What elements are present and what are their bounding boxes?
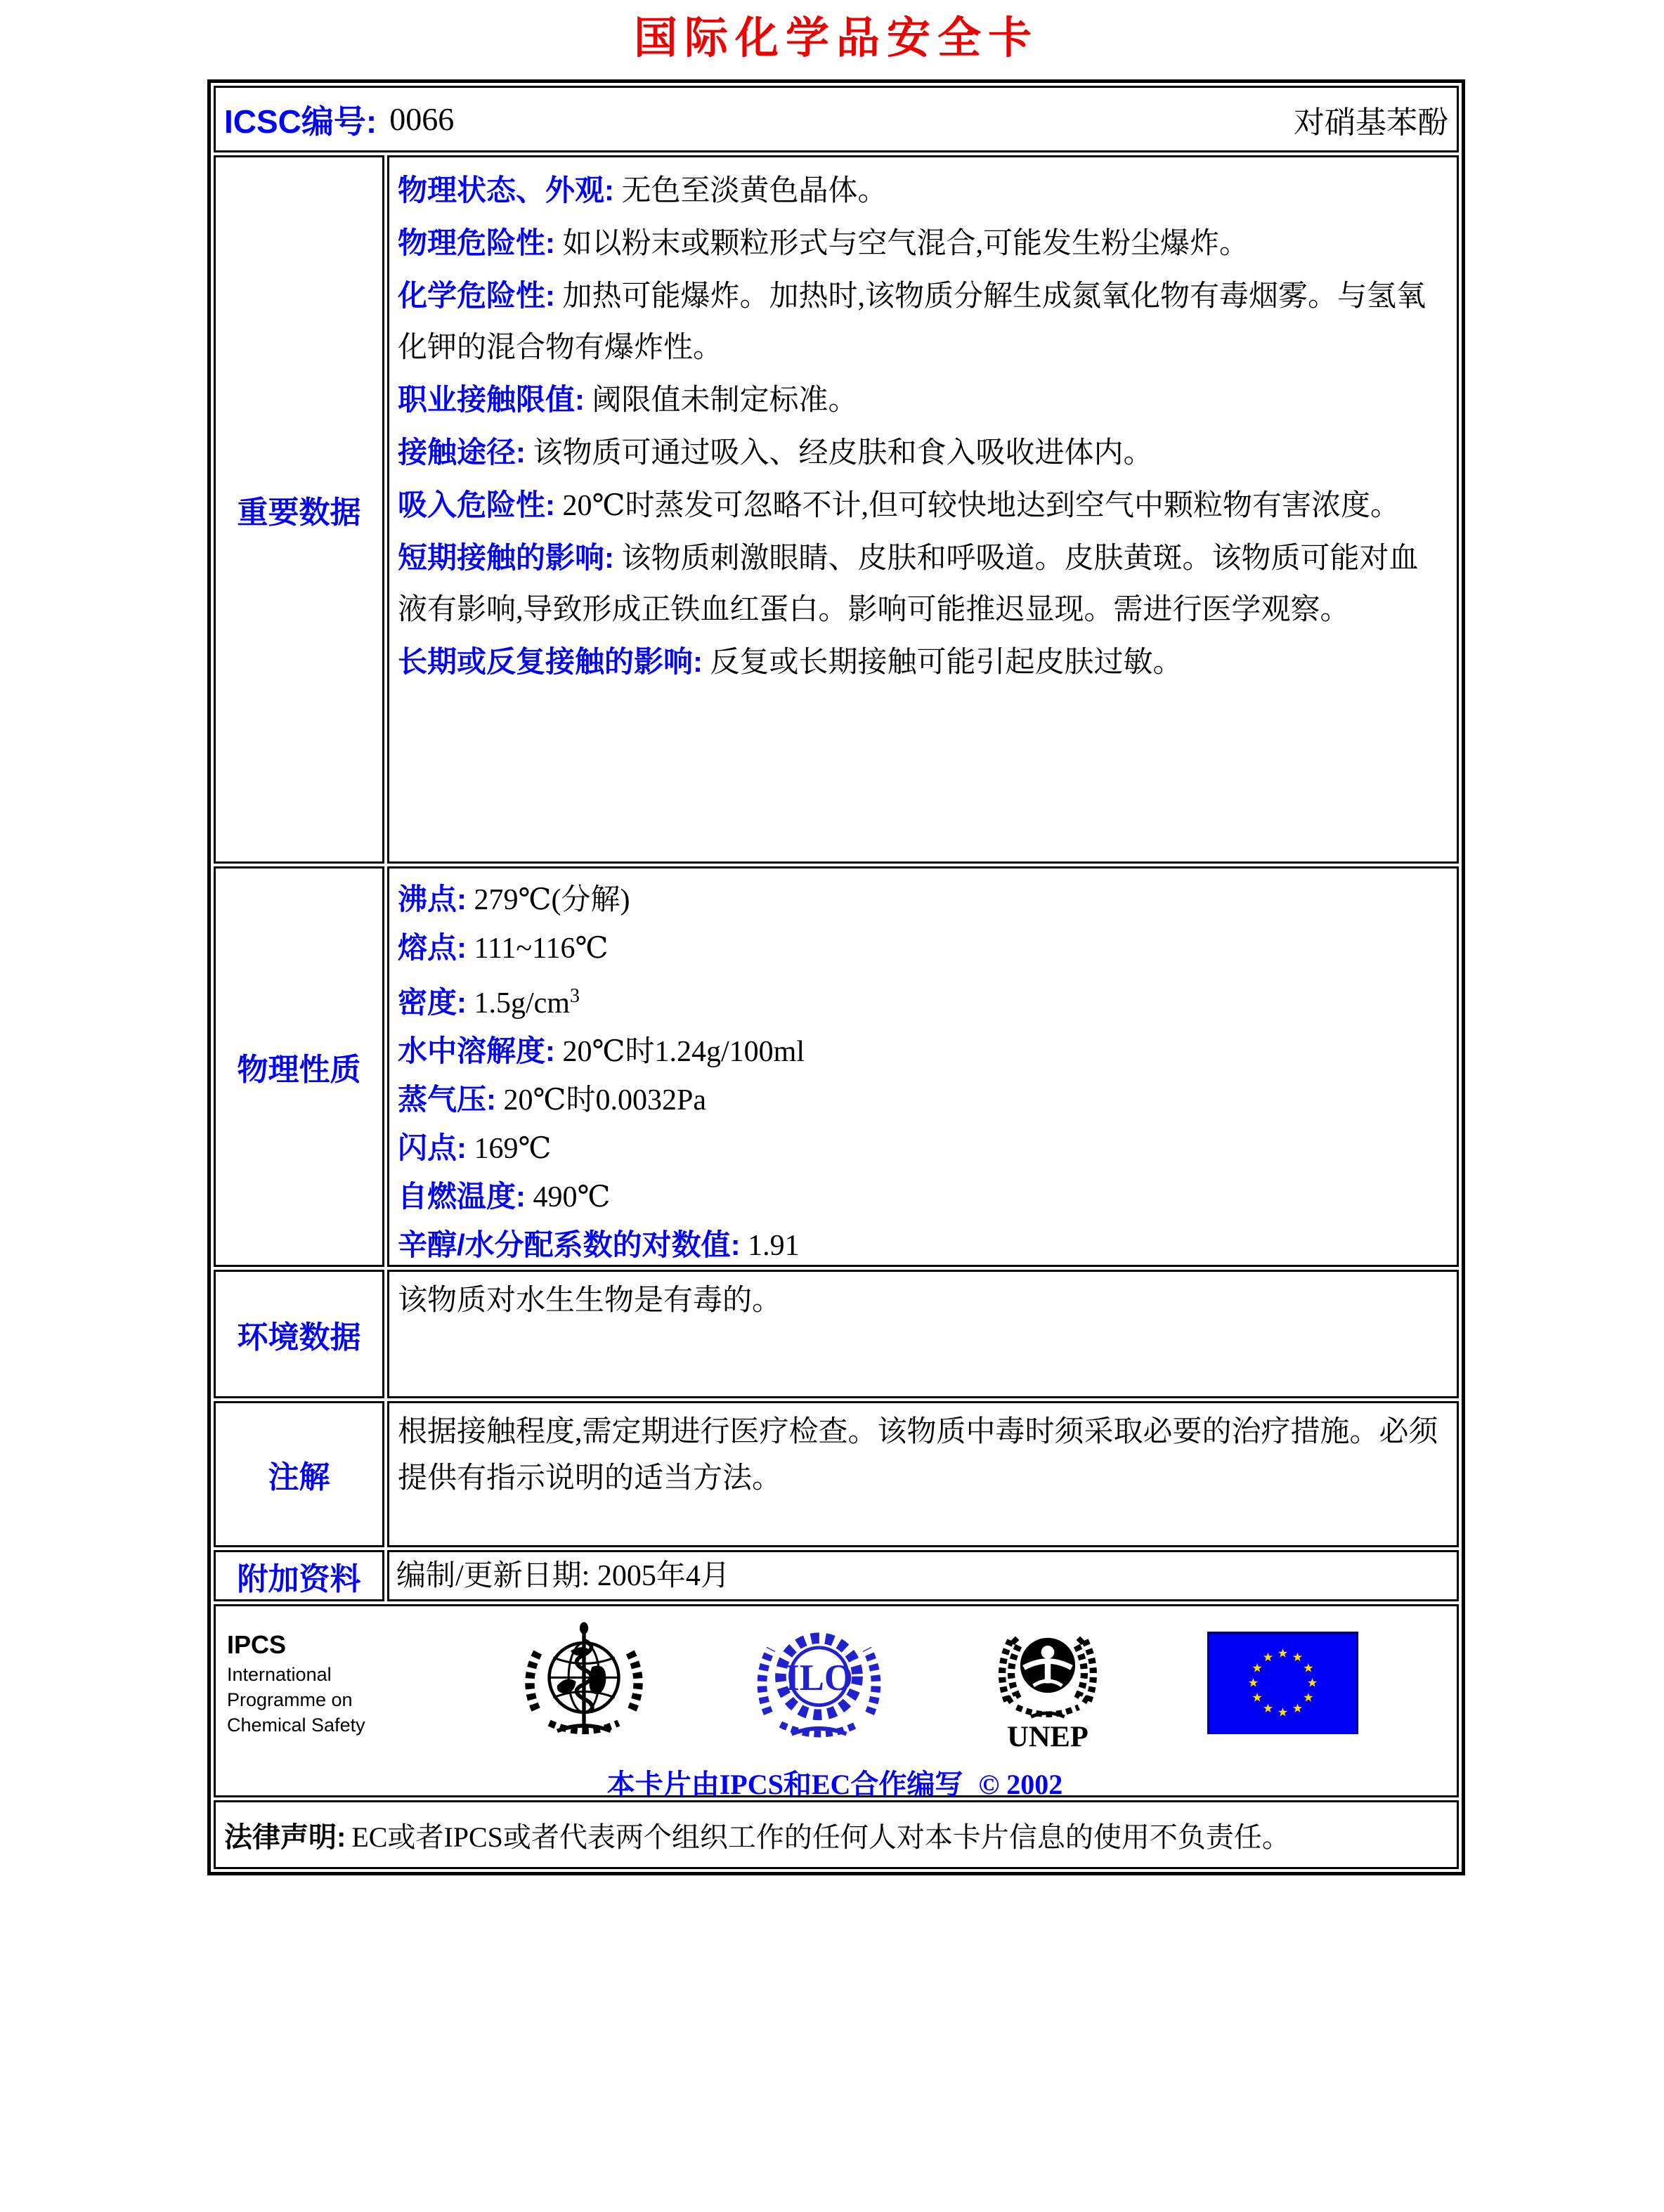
chemical-name: 对硝基苯酚 (1294, 105, 1448, 140)
eu-flag-icon (1207, 1632, 1358, 1734)
svg-text:UNEP: UNEP (1006, 1720, 1088, 1754)
unep-logo-icon (988, 1611, 1107, 1755)
environmental-data-content (387, 1270, 1459, 1398)
legal-row (214, 1800, 1459, 1869)
physical-entry: 熔点: 111~116℃ (398, 931, 609, 965)
legal-cell (214, 1800, 1459, 1869)
icsc-number-label: ICSC编号: (224, 103, 377, 140)
notes-row-label: 注解 (214, 1401, 384, 1547)
important-entry: 职业接触限值: 阈限值未制定标准。 (398, 383, 858, 417)
svg-text:ILO: ILO (785, 1657, 853, 1698)
notes-row (214, 1401, 1459, 1547)
physical-properties-content (387, 866, 1459, 1267)
environmental-text: 该物质对水生生物是有毒的。 (398, 1284, 782, 1317)
important-entry: 长期或反复接触的影响: 反复或长期接触可能引起皮肤过敏。 (398, 645, 1183, 679)
legal-text: EC或者IPCS或者代表两个组织工作的任何人对本卡片信息的使用不负责任。 (351, 1821, 1290, 1853)
notes-content (387, 1401, 1459, 1547)
important-entry: 化学危险性: 加热可能爆炸。加热时,该物质分解生成氮氧化物有毒烟雾。与氢氧化钾的混合物有爆炸性。 (398, 279, 1426, 364)
important-data-row-label: 重要数据 (214, 155, 384, 864)
icsc-number-value: 0066 (389, 101, 455, 137)
important-data-content (387, 155, 1459, 864)
physical-entry: 水中溶解度: 20℃时1.24g/100ml (398, 1034, 805, 1068)
important-data-row (214, 155, 1459, 864)
ipcs-text-block (227, 1628, 417, 1738)
logos-cell (214, 1604, 1459, 1800)
who-logo-icon (517, 1616, 651, 1750)
additional-info-content (387, 1550, 1459, 1601)
important-entry: 吸入危险性: 20℃时蒸发可忽略不计,但可较快地达到空气中颗粒物有害浓度。 (398, 488, 1400, 522)
ipcs-line: International (227, 1664, 332, 1685)
physical-properties-row (214, 866, 1459, 1267)
icsc-number-group (224, 96, 454, 143)
physical-entry: 闪点: 169℃ (398, 1131, 552, 1165)
density-superscript: 3 (569, 985, 580, 1007)
legal-label: 法律声明: (224, 1821, 346, 1853)
physical-entry: 蒸气压: 20℃时0.0032Pa (398, 1083, 706, 1117)
header-row (214, 86, 1459, 152)
important-entry: 物理危险性: 如以粉末或颗粒形式与空气混合,可能发生粉尘爆炸。 (398, 226, 1249, 260)
physical-properties-row-label: 物理性质 (214, 866, 384, 1267)
footer-copyright: © 2002 (978, 1769, 1063, 1800)
header-cell (214, 86, 1459, 152)
physical-entry: 沸点: 279℃(分解) (398, 883, 630, 916)
logos-row (214, 1604, 1459, 1800)
environmental-data-row (214, 1270, 1459, 1398)
icsc-card (207, 79, 1465, 1875)
page-title: 国际化学品安全卡 (633, 15, 1039, 63)
ipcs-line: Programme on (227, 1689, 353, 1710)
logos-line (227, 1613, 1443, 1752)
ipcs-acronym: IPCS (227, 1630, 287, 1659)
ilo-logo-icon (750, 1615, 888, 1752)
important-entry: 短期接触的影响: 该物质刺激眼睛、皮肤和呼吸道。皮肤黄斑。该物质可能对血液有影响,导致形成正铁血红蛋白。影响可能推迟显现。需进行医学观察。 (398, 541, 1419, 626)
physical-entry: 辛醇/水分配系数的对数值: 1.91 (398, 1228, 800, 1262)
additional-info-row-label: 附加资料 (214, 1550, 384, 1601)
footer-caption-text: 本卡片由IPCS和EC合作编写 (606, 1769, 963, 1800)
physical-entry: 密度: $1.5g/cm^3$ (398, 985, 580, 1020)
update-date-text: 编制/更新日期: 2005年4月 (396, 1559, 730, 1592)
important-entry: 接触途径: 该物质可通过吸入、经皮肤和食入吸收进体内。 (398, 436, 1153, 469)
footer-caption (227, 1762, 1443, 1802)
environmental-data-row-label: 环境数据 (214, 1270, 384, 1398)
additional-info-row (214, 1550, 1459, 1601)
important-entry: 物理状态、外观: 无色至淡黄色晶体。 (398, 174, 888, 207)
notes-text: 根据接触程度,需定期进行医疗检查。该物质中毒时须采取必要的治疗措施。必须提供有指示说明的适当方法。 (398, 1416, 1438, 1495)
ipcs-line: Chemical Safety (227, 1715, 365, 1736)
physical-entry: 自燃温度: 490℃ (398, 1180, 611, 1214)
